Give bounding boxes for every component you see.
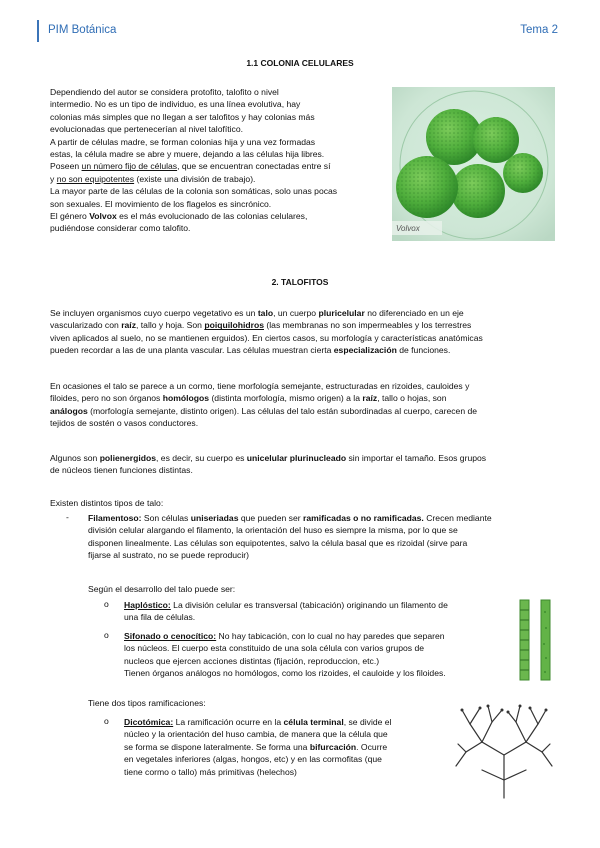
dichotomous-branching-diagram: [452, 700, 556, 800]
text-line: una fila de células.: [124, 612, 196, 623]
text-line: Sifonado o cenocítico: No hay tabicación, con lo cual no hay paredes que separen: [124, 631, 445, 641]
section-2-heading: 2. TALOFITOS: [271, 277, 329, 287]
volvox-photo: [392, 87, 555, 241]
section-1-heading: 1.1 COLONIA CELULARES: [246, 58, 354, 68]
bold-term: Volvox: [89, 211, 117, 222]
paragraph-talo: [50, 307, 552, 357]
text-line: tiene cormo o tallo) más primitivas (helechos): [124, 766, 297, 777]
text-line: tejidos de sostén o vasos conductores.: [50, 418, 199, 429]
text-line: viven aplicados al suelo, no se mantienen erguidos). En ciertos casos, su morfología y características anatómicas: [50, 332, 483, 343]
text-line: división celular alargando el filamento, la orientación del huso es siempre la misma, por lo que se: [88, 525, 458, 536]
text-line: intermedio. No es un tipo de individuo, es una línea evolutiva, hay: [50, 99, 301, 110]
underlined-term: un número fijo de células: [81, 161, 178, 172]
text-line: Se incluyen organismos cuyo cuerpo vegetativo es un talo, un cuerpo pluricelular no diferenciado en un eje: [50, 308, 464, 318]
text-line: pudiéndose considerar como talofito.: [50, 223, 191, 234]
text-line: disponen linealmente. Las células son equipotentes, salvo la célula basal que es rizoidal (sirve para: [88, 537, 468, 548]
list-dash: -: [66, 512, 69, 522]
text-line: En ocasiones el talo se parece a un cormo, tiene morfología semejante, estructuradas en rizoides, cauloides y: [50, 381, 470, 391]
text-line: Dicotómica: La ramificación ocurre en la célula terminal, se divide el: [124, 717, 392, 727]
header-course-title: PIM Botánica: [48, 24, 117, 36]
bullet-marker: o: [104, 716, 109, 726]
underlined-term: poiquilohidros: [204, 320, 264, 331]
text-line: Poseen un número fijo de células, que se encuentran conectadas entre sí: [50, 161, 331, 172]
text-line: fijarse al sustrato, no se puede reproducir): [88, 550, 249, 561]
text-line: pueden recordar a las de una planta vascular. Las células muestran cierta especialización de funciones.: [50, 345, 451, 356]
text-line: estas, la célula madre se abre y muere, dejando a las células hija libres.: [50, 149, 325, 160]
text-line: de núcleos tienen funciones distintas.: [50, 465, 193, 476]
text-line: nucleos que ejercen acciones distintas (fijación, reproduccion, etc.): [124, 655, 380, 666]
list-item-haplostico: [124, 599, 504, 624]
text-line: Haplóstico: La división celular es transversal (tabicación) originando un filamento de: [124, 600, 448, 610]
filament-algae-image: [515, 598, 555, 682]
text-line: colonias más simples que no llegan a ser talofitos y hay colonias más: [50, 111, 315, 122]
text-line: núcleo y la orientación del huso cambia, de manera que la célula que: [124, 729, 388, 740]
text-line: en vegetales inferiores (algas, hongos, etc) y en las cormofitas (que: [124, 754, 382, 765]
list-item-filamentoso: [88, 512, 554, 562]
text-line: Dependiendo del autor se considera protofito, talofito o nivel: [50, 87, 279, 97]
text-line: Tienen órganos análogos no homólogos, como los rizoides, el cauloide y los filoides.: [124, 668, 446, 679]
photo-caption: Volvox: [396, 224, 420, 233]
text-line: evolucionadas que pertenecerían al nivel talofítico.: [50, 124, 244, 135]
bullet-marker: o: [104, 599, 109, 609]
list-item-dicotomica: [124, 716, 440, 778]
paragraph-tipos-talo: Existen distintos tipos de talo:: [50, 498, 164, 508]
bullet-marker: o: [104, 630, 109, 640]
text-line: Algunos son polienergidos, es decir, su cuerpo es unicelular plurinucleado sin importar el tamaño. Esos grupos: [50, 453, 487, 463]
text-line: y no son equipotentes (existe una división de trabajo).: [50, 173, 256, 184]
text-line: El género Volvox es el más evolucionado de las colonias celulares,: [50, 211, 308, 222]
list-item-sifonado: [124, 630, 508, 680]
text-line: se forma se dispone lateralmente. Se forma una bifurcación. Ocurre: [124, 741, 388, 752]
text-line: filoides, pero no son órganos homólogos (distinta morfología, mismo origen) a la raíz, tallo o hojas, son: [50, 393, 447, 404]
paragraph-cormo: [50, 380, 552, 430]
text-line: vascularizado con raíz, tallo y hoja. Son poiquilohidros (las membranas no son impermeables y los terrestres: [50, 320, 472, 331]
text-line: los núcleos. El cuerpo esta constituido de una sola célula con varios grupos de: [124, 643, 425, 654]
header-accent-bar: [37, 20, 39, 42]
text-line: Filamentoso: Son células uniseriadas que pueden ser ramificadas o no ramificadas. Crecen mediante: [88, 513, 492, 523]
underlined-term: no son equipotentes: [56, 173, 135, 184]
subheading-ramificaciones: Tiene dos tipos ramificaciones:: [88, 698, 206, 708]
section-1-body: [50, 86, 388, 235]
text-line: La mayor parte de las células de la colonia son somáticas, solo unas pocas: [50, 186, 338, 197]
text-line: son sexuales. El movimiento de los flagelos es sincrónico.: [50, 198, 272, 209]
subheading-desarrollo: Según el desarrollo del talo puede ser:: [88, 584, 236, 594]
paragraph-polienergidos: [50, 452, 552, 477]
text-line: análogos (morfología semejante, distinto origen). Las células del talo están subordinadas al cuerpo, carecen de: [50, 405, 478, 416]
header-topic: Tema 2: [520, 24, 558, 36]
text-line: A partir de células madre, se forman colonias hija y una vez formadas: [50, 136, 316, 147]
